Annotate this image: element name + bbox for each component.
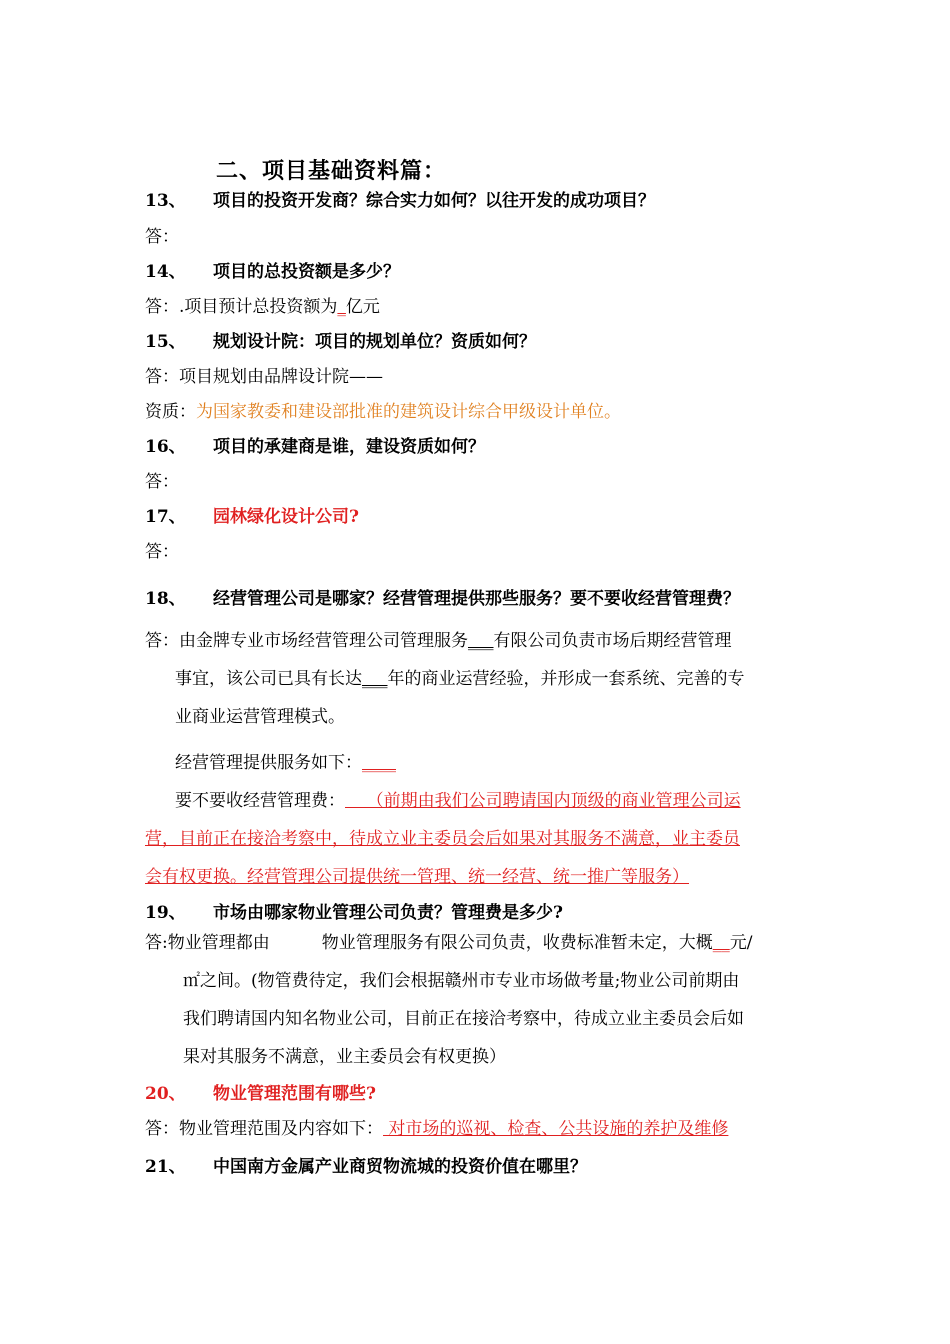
answer-line xyxy=(145,924,810,962)
question-16 xyxy=(145,432,485,457)
services-label: 经营管理提供服务如下： xyxy=(175,753,362,773)
question-20 xyxy=(145,1079,376,1104)
question-13 xyxy=(145,186,655,211)
fill-blank: __ xyxy=(712,933,730,953)
fill-blank: _ xyxy=(337,297,346,317)
question-21 xyxy=(145,1152,587,1177)
answer-label: 答： xyxy=(145,542,179,562)
question-15 xyxy=(145,327,536,352)
answer-14 xyxy=(145,292,380,317)
answer-13 xyxy=(145,222,179,247)
answer-label: 答： xyxy=(145,227,179,247)
question-number: 17、 xyxy=(145,507,186,527)
question-text: 项目的总投资额是多少？ xyxy=(213,262,400,282)
fee-label: 要不要收经营管理费： xyxy=(175,791,345,811)
question-text: 项目的承建商是谁，建设资质如何？ xyxy=(213,437,485,457)
question-19 xyxy=(145,898,563,923)
fee-text: （前期由我们公司聘请国内顶级的商业管理公司运 xyxy=(345,791,741,811)
answer-19 xyxy=(145,924,810,1076)
answer-text-after: 亿元 xyxy=(345,297,380,317)
question-text: 项目的投资开发商？综合实力如何？以往开发的成功项目？ xyxy=(213,191,655,211)
answer-text: 由金牌专业市场经营管理公司管理服务 xyxy=(179,631,468,651)
question-number: 18、 xyxy=(145,589,186,609)
question-text: 物业管理范围有哪些? xyxy=(213,1084,376,1104)
answer-line: ㎡之间。(物管费待定，我们会根据赣州市专业市场做考量;物业公司前期由 xyxy=(183,971,740,991)
answer-text: 物业管理范围及内容如下： xyxy=(179,1119,383,1139)
answer-label: 答: xyxy=(145,933,168,953)
answer-text: 元/ xyxy=(729,933,753,953)
section-title: 二、项目基础资料篇： xyxy=(216,158,447,184)
question-17 xyxy=(145,502,359,527)
answer-text: 物业管理服务有限公司负责，收费标准暂未定，大概 xyxy=(321,933,713,953)
answer-line: 果对其服务不满意，业主委员会有权更换） xyxy=(183,1047,506,1067)
answer-label: 答： xyxy=(145,1119,179,1139)
question-number: 19、 xyxy=(145,903,186,923)
answer-17 xyxy=(145,537,179,562)
answer-16 xyxy=(145,467,179,492)
question-text: 市场由哪家物业管理公司负责？管理费是多少? xyxy=(213,903,563,923)
question-number: 13、 xyxy=(145,191,186,211)
answer-line xyxy=(145,622,810,660)
answer-detail: 对市场的巡视、检查、公共设施的养护及维修 xyxy=(383,1119,729,1139)
fee-text: 营，目前正在接洽考察中，待成立业主委员会后如果对其服务不满意，业主委员 xyxy=(145,829,740,849)
answer-15 xyxy=(145,362,383,387)
answer-line: 业商业运营管理模式。 xyxy=(175,707,345,727)
answer-label: 答： xyxy=(145,472,179,492)
question-14 xyxy=(145,257,400,282)
question-18 xyxy=(145,584,740,609)
fee-block xyxy=(145,782,810,896)
question-text: 园林绿化设计公司? xyxy=(213,507,359,527)
answer-text: 事宜，该公司已具有长达 xyxy=(175,669,362,689)
fee-text: 会有权更换。经营管理公司提供统一管理、统一经营、统一推广等服务） xyxy=(145,867,689,887)
answer-line xyxy=(145,660,810,698)
answer-18 xyxy=(145,622,810,736)
answer-text: 项目规划由品牌设计院—— xyxy=(179,367,383,387)
question-text: 规划设计院：项目的规划单位？资质如何？ xyxy=(213,332,536,352)
question-number: 16、 xyxy=(145,437,186,457)
answer-20 xyxy=(145,1114,728,1139)
question-text: 中国南方金属产业商贸物流城的投资价值在哪里？ xyxy=(213,1157,587,1177)
question-number: 20、 xyxy=(145,1084,186,1104)
fill-blank: ___ xyxy=(468,631,494,651)
qualification-15 xyxy=(145,397,621,422)
question-text: 经营管理公司是哪家？经营管理提供那些服务？要不要收经营管理费？ xyxy=(213,589,740,609)
fill-blank: ___ xyxy=(362,669,388,689)
answer-label: 答： xyxy=(145,631,179,651)
answer-text: 物业管理都由 xyxy=(167,933,270,953)
answer-line: 我们聘请国内知名物业公司，目前正在接洽考察中，待成立业主委员会后如 xyxy=(183,1009,744,1029)
answer-label: 答： xyxy=(145,367,179,387)
qualification-text: 为国家教委和建设部批准的建筑设计综合甲级设计单位。 xyxy=(196,402,621,422)
question-number: 21、 xyxy=(145,1157,186,1177)
question-number: 14、 xyxy=(145,262,186,282)
answer-text: .项目预计总投资额为 xyxy=(179,297,338,317)
qualification-label: 资质： xyxy=(145,402,196,422)
answer-label: 答： xyxy=(145,297,179,317)
question-number: 15、 xyxy=(145,332,186,352)
fill-blank: ____ xyxy=(362,753,396,773)
answer-text: 年的商业运营经验，并形成一套系统、完善的专 xyxy=(387,669,745,689)
answer-text: 有限公司负责市场后期经营管理 xyxy=(493,631,732,651)
services-line xyxy=(145,744,810,782)
